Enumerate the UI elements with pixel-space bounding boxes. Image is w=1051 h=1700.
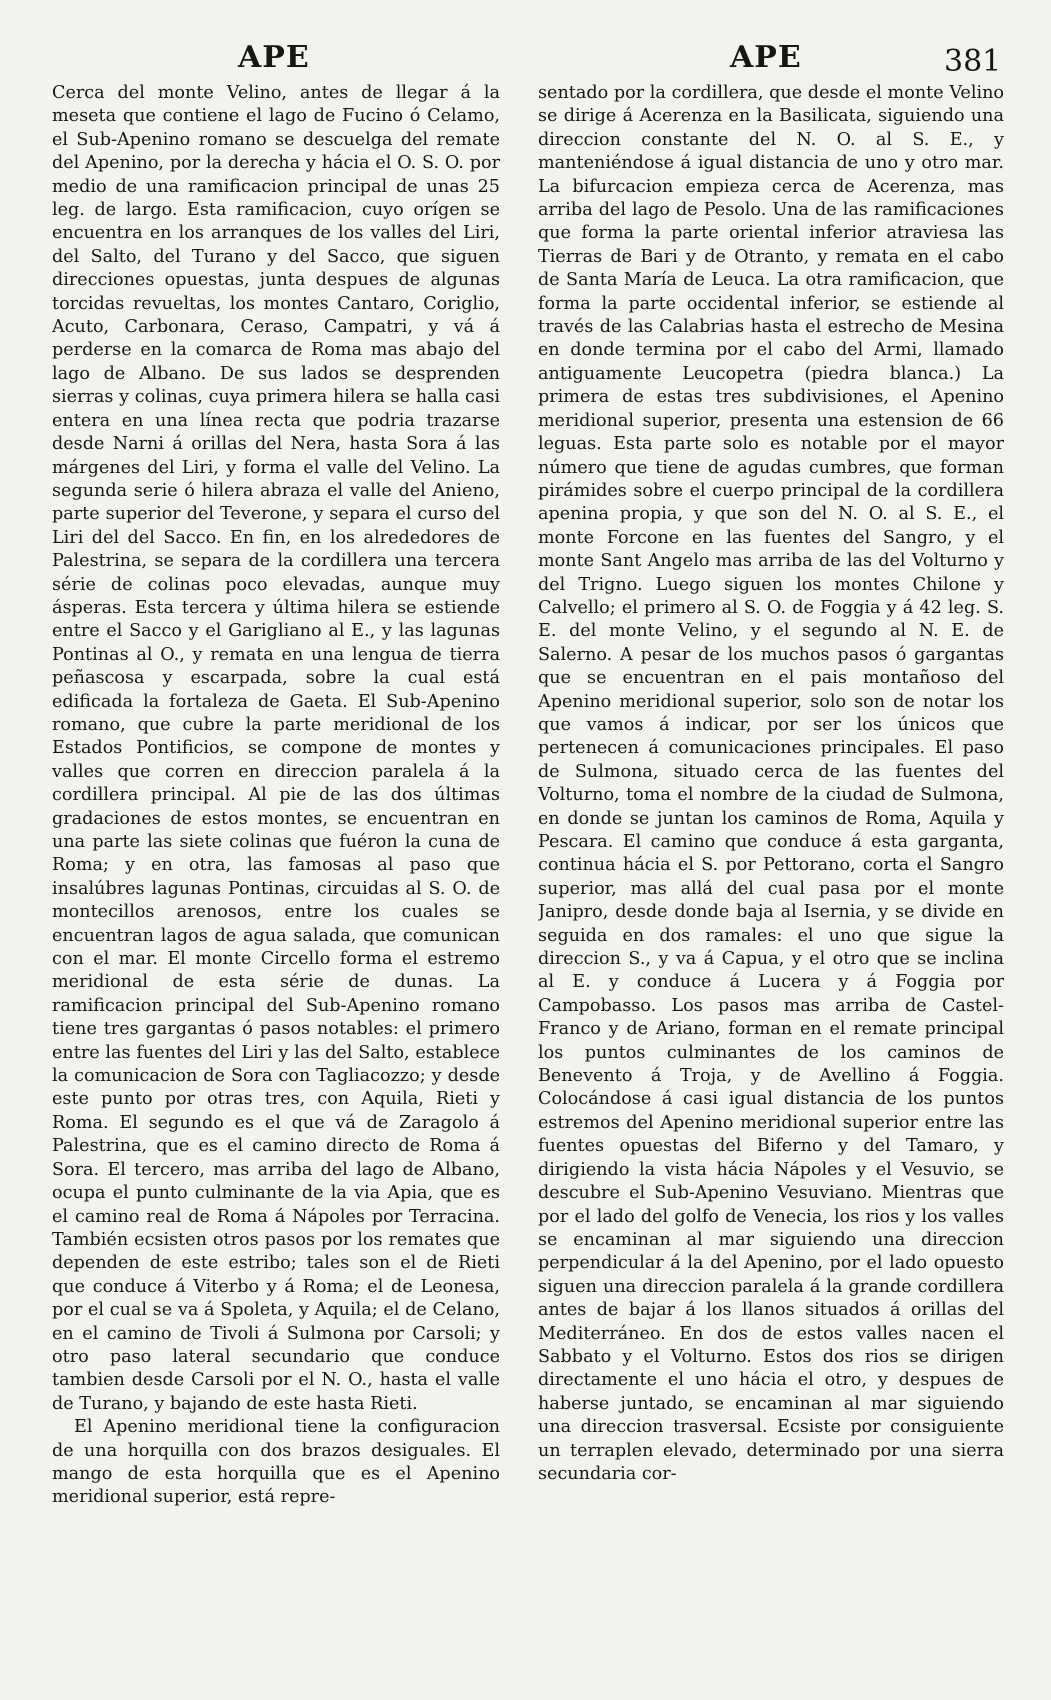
page-number: 381 [944, 44, 1002, 79]
running-header-left: APE [238, 40, 310, 75]
paragraph: sentado por la cordillera, que desde el monte Velino se dirige á Acerenza en la Basilicata, siguiendo una direccion constante del N. O. al S. E., y manteniéndose á igual distancia de uno y otro mar. La bifurcacion empieza cerca de Acerenza, mas arriba del lago de Pesolo. Una de las ramificaciones que forma la parte oriental inferior atraviesa las Tierras de Bari y de Otranto, y remata en el cabo de Santa María de Leuca. La otra ramificacion, que forma la parte occidental inferior, se estiende al través de las Calabrias hasta el estrecho de Mesina en donde termina por el cabo del Armi, llamado antiguamente Leucopetra (piedra blanca.) La primera de estas tres subdivisiones, el Apenino meridional superior, presenta una estension de 66 leguas. Esta parte solo es notable por el mayor número que tiene de agudas cumbres, que forman pirámides sobre el cuerpo principal de la cordillera apenina propia, y que son del N. O. al S. E., el monte Forcone en las fuentes del Sangro, y el monte Sant Angelo mas arriba de las del Volturno y del Trigno. Luego siguen los montes Chilone y Calvello; el primero al S. O. de Foggia y á 42 leg. S. E. del monte Velino, y el segundo al N. E. de Salerno. A pesar de los muchos pasos ó gargantas que se encuentran en el pais montañoso del Apenino meridional superior, solo son de notar los que vamos á indicar, por ser los únicos que pertenecen á comunicaciones principales. El paso de Sulmona, situado cerca de las fuentes del Volturno, toma el nombre de la ciudad de Sulmona, en donde se juntan los caminos de Roma, Aquila y Pescara. El camino que conduce á esta garganta, continua hácia el S. por Pettorano, corta el Sangro superior, mas allá del cual pasa por el monte Janipro, desde donde baja al Isernia, y se divide en seguida en dos ramales: el uno que sigue la direccion S., y va á Capua, y el otro que se inclina al E. y conduce á Lucera y á Foggia por Campobasso. Los pasos mas arriba de Castel-Franco y de Ariano, forman en el remate principal los puntos culminantes de los caminos de Benevento á Troja, y de Avellino á Foggia. Colocándose á casi igual distancia de los puntos estremos del Apenino meridional superior entre las fuentes opuestas del Biferno y del Tamaro, y dirigiendo la vista hácia Nápoles y el Vesuvio, se descubre el Sub-Apenino Vesuviano. Mientras que por el lado del golfo de Venecia, los rios y los valles se encaminan al mar siguiendo una direccion perpendicular á la del Apenino, por el lado opuesto siguen una direccion paralela á la grande cordillera antes de bajar á los llanos situados á orillas del Mediterráneo. En dos de estos valles nacen el Sabbato y el Volturno. Estos dos rios se dirigen directamente el uno hácia el otro, y despues de haberse juntado, se encaminan al mar siguiendo una direccion trasversal. Ecsiste por consiguiente un terraplen elevado, determinado por una sierra secundaria cor- [538, 83, 1004, 1484]
paragraph: Cerca del monte Velino, antes de llegar á la meseta que contiene el lago de Fucino ó Celamo, el Sub-Apenino romano se descuelga del remate del Apenino, por la derecha y hácia el O. S. O. por medio de una ramificacion principal de unas 25 leg. de largo. Esta ramificacion, cuyo orígen se encuentra en los arranques de los valles del Liri, del Salto, del Turano y del Sacco, que siguen direcciones opuestas, junta despues de algunas torcidas revueltas, los montes Cantaro, Coriglio, Acuto, Carbonara, Ceraso, Campatri, y vá á perderse en la comarca de Roma mas abajo del lago de Albano. De sus lados se desprenden sierras y colinas, cuya primera hilera se halla casi entera en una línea recta que podria trazarse desde Narni á orillas del Nera, hasta Sora á las márgenes del Liri, y forma el valle del Velino. La segunda serie ó hilera abraza el valle del Anieno, parte superior del Teverone, y separa el curso del Liri del del Sacco. En fin, en los alrededores de Palestrina, se separa de la cordillera una tercera série de colinas poco elevadas, aunque muy ásperas. Esta tercera y última hilera se estiende entre el Sacco y el Garigliano al E., y las lagunas Pontinas al O., y remata en una lengua de tierra peñascosa y escarpada, sobre la cual está edificada la fortaleza de Gaeta. El Sub-Apenino romano, que cubre la parte meridional de los Estados Pontificios, se compone de montes y valles que corren en direccion paralela á la cordillera principal. Al pie de las dos últimas gradaciones de estos montes, se encuentran en una parte las siete colinas que fuéron la cuna de Roma; y en otra, las famosas al paso que insalúbres lagunas Pontinas, circuidas al S. O. de montecillos arenosos, entre los cuales se encuentran lagos de agua salada, que comunican con el mar. El monte Circello forma el estremo meridional de esta série de dunas. La ramificacion principal del Sub-Apenino romano tiene tres gargantas ó pasos notables: el primero entre las fuentes del Liri y las del Salto, establece la comunicacion de Sora con Tagliacozzo; y desde este punto por otras tres, con Aquila, Rieti y Roma. El segundo es el que vá de Zaragolo á Palestrina, que es el camino directo de Roma á Sora. El tercero, mas arriba del lago de Albano, ocupa el punto culminante de la via Apia, que es el camino real de Roma á Nápoles por Terracina. También ecsisten otros pasos por los remates que dependen de este estribo; tales son el de Rieti que conduce á Viterbo y á Roma; el de Leonesa, por el cual se va á Spoleta, y Aquila; el de Celano, en el camino de Tivoli á Sulmona por Carsoli; y otro paso lateral secundario que conduce tambien desde Carsoli por el N. O., hasta el valle de Turano, y bajando de este hasta Rieti. [52, 83, 500, 1414]
text-column-left [52, 82, 500, 1682]
running-header-right: APE [730, 40, 802, 75]
paragraph: El Apenino meridional tiene la configuracion de una horquilla con dos brazos desiguales. El mango de esta horquilla que es el Apenino meridional superior, está repre- [52, 1417, 500, 1508]
text-column-right [538, 82, 1004, 1682]
